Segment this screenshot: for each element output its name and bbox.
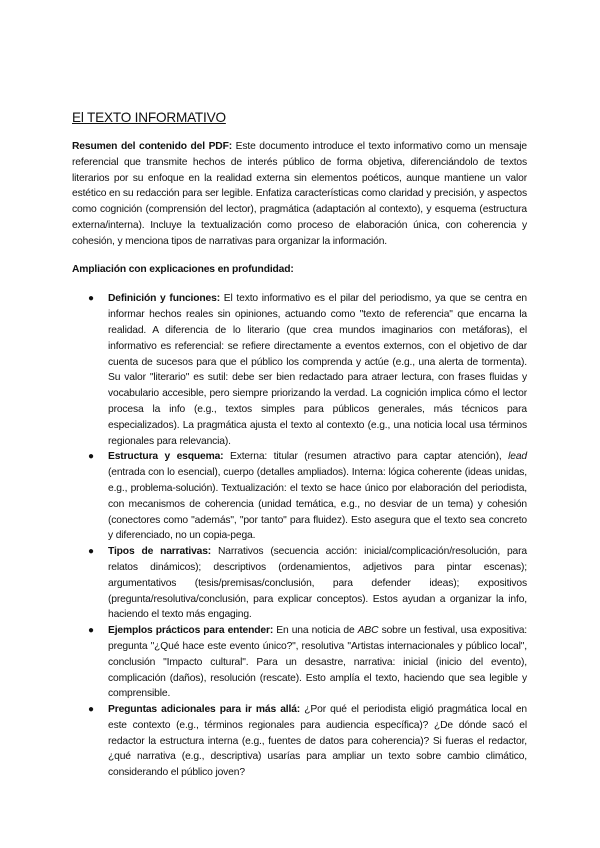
document-title: El TEXTO INFORMATIVO bbox=[72, 110, 226, 125]
list-item-label: Tipos de narrativas: bbox=[108, 546, 212, 558]
summary-text: Este documento introduce el texto informativo como un mensaje referencial que transmite hechos de interés público de forma objetiva, diferenciándolo de textos literarios por su enfoque en la realidad externa sin elementos poéticos, aunque mantiene un valor estético en su redacción para ser legible. Enfatiza características como claridad y precisión, y aspectos como cognición (comprensión del lector), pragmática (adaptación al contexto), y esquema (estructura externa/interna). Incluye la textualización como proceso de elaboración única, con coherencia y cohesión, y menciona tipos de narrativas para organizar la información. bbox=[72, 141, 527, 247]
list-item-label: Preguntas adicionales para ir más allá: bbox=[108, 704, 301, 716]
bullet-icon: ● bbox=[88, 293, 95, 305]
list-item-text: Externa: titular (resumen atractivo para captar atención), bbox=[223, 451, 509, 463]
list-item-text: sobre un festival, usa expositiva: pregunta "¿Qué hace este evento único?", resolutiva "Artistas internacionales y público local", conclusión "Impacto cultural". Para un desastre, narrativa: inicial (inicio del evento), complicación (daños), resolución (rescate). Esto amplía el texto, haciendo que sea legible y comprensible. bbox=[108, 625, 527, 700]
list-item-label: Definición y funciones: bbox=[108, 293, 220, 305]
list-item-text: En una noticia de bbox=[273, 625, 358, 637]
list-item-italic: lead bbox=[508, 451, 527, 463]
list-item-italic: ABC bbox=[357, 625, 379, 637]
bullet-icon: ● bbox=[88, 625, 95, 637]
list-item-text: (entrada con lo esencial), cuerpo (detalles ampliados). Interna: lógica coherente (ideas unidas, e.g., problema-solución). Textualización: el texto se hace único por elaboración del periodista, con mecanismos de coherencia (unidad temática, e.g., no desviar de un tema) y cohesión (conectores como "además", "por tanto" para fluidez). Esto asegura que el texto sea concreto y diferenciado, no un copia-pega. bbox=[108, 467, 527, 542]
document-page bbox=[72, 110, 527, 781]
list-item-definicion bbox=[72, 291, 527, 449]
bullet-icon: ● bbox=[88, 451, 95, 463]
bullet-icon: ● bbox=[88, 704, 95, 716]
list-item-label: Estructura y esquema: bbox=[108, 451, 224, 463]
section-heading: Ampliación con explicaciones en profundidad: bbox=[72, 263, 294, 275]
list-item-narrativas bbox=[72, 544, 527, 623]
list-item-preguntas bbox=[72, 702, 527, 781]
list-item-ejemplos bbox=[72, 623, 527, 702]
summary-label: Resumen del contenido del PDF: bbox=[72, 141, 232, 152]
list-item-text: Narrativos (secuencia acción: inicial/complicación/resolución, para relatos dinámicos); descriptivos (ordenamientos, adjetivos para pintar escenas); argumentativos (tesis/premisas/conclusión, para defender ideas); expositivos (pregunta/resolutiva/conclusión, para explicar conceptos). Estos ayudan a organizar la info, haciendo el texto más engaging. bbox=[108, 546, 527, 621]
list-item-text: El texto informativo es el pilar del periodismo, ya que se centra en informar hechos reales sin opiniones, actuando como "texto de referencia" que encarna la realidad. A diferencia de lo literario (que crea mundos imaginarios con metáforas), el informativo es referencial: se refiere directamente a eventos externos, con el objetivo de dar cuenta de sucesos para que el público los comprenda y actúe (e.g., una alerta de tormenta). Su valor "literario" es sutil: debe ser bien redactado para atraer lectura, con frases fluidas y vocabulario accesible, pero siempre priorizando la verdad. La cognición implica cómo el lector procesa la info (e.g., textos simples para públicos generales, más técnicos para especializados). La pragmática ajusta el texto al contexto (e.g., una noticia local usa términos regionales para relevancia). bbox=[108, 293, 527, 447]
list-item-label: Ejemplos prácticos para entender: bbox=[108, 625, 274, 637]
list-item-estructura bbox=[72, 449, 527, 544]
bullet-icon: ● bbox=[88, 546, 95, 558]
list-item-text: ¿Por qué el periodista eligió pragmática local en este contexto (e.g., términos regionales para audiencia específica)? ¿De dónde sacó el redactor la estructura interna (e.g., fuentes de datos para coherencia)? Si fueras el redactor, ¿qué narrativa (e.g., descriptiva) usarías para ampliar un texto sobre cambio climático, considerando el público joven? bbox=[108, 704, 527, 779]
bullet-list bbox=[72, 291, 527, 781]
summary-paragraph bbox=[72, 139, 527, 250]
